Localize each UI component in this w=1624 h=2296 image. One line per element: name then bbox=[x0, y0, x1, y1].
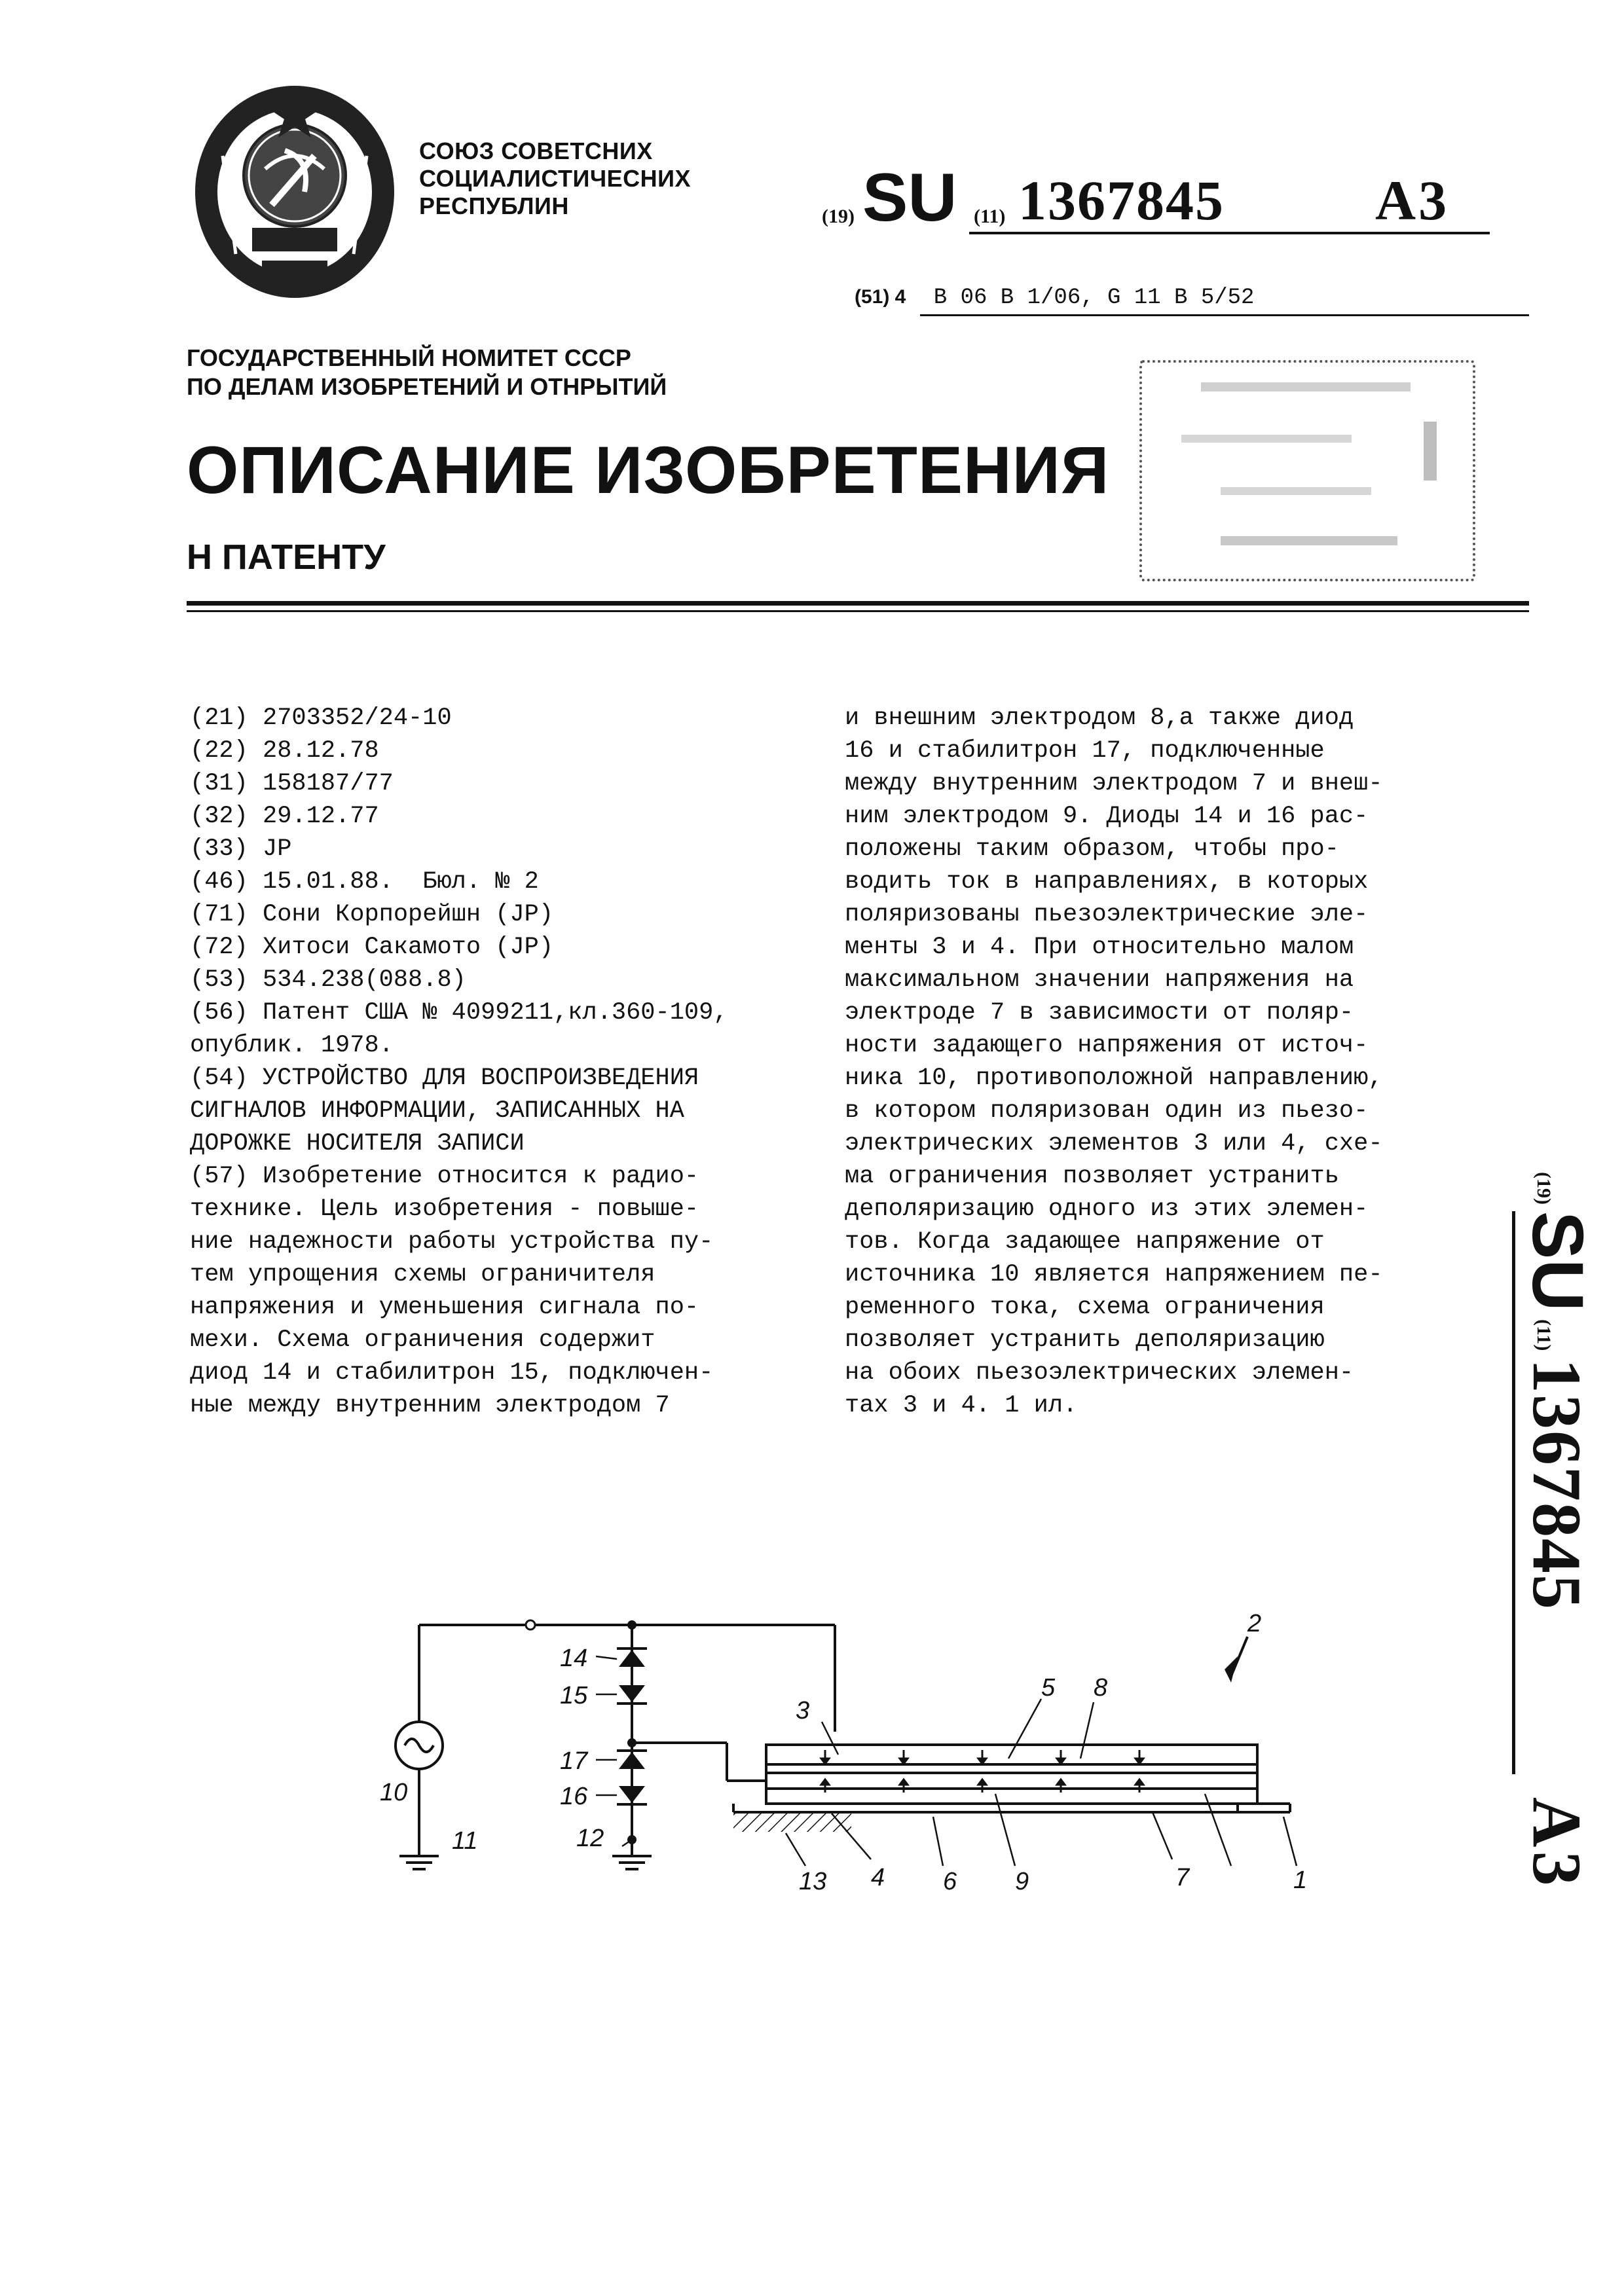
union-name bbox=[419, 137, 691, 220]
circuit-figure bbox=[380, 1597, 1336, 1905]
abstract-line: ника 10, противоположной направлению, bbox=[845, 1065, 1383, 1092]
label-5: 5 bbox=[1041, 1674, 1056, 1702]
abstract-line: ременного тока, схема ограничения bbox=[845, 1294, 1325, 1321]
abstract-continuation bbox=[845, 702, 1454, 1422]
document-title: ОПИСАНИЕ ИЗОБРЕТЕНИЯ bbox=[187, 433, 1110, 507]
number-underline bbox=[969, 232, 1490, 234]
abstract-line: источника 10 является напряжением пе- bbox=[845, 1261, 1383, 1288]
ipc-classification bbox=[855, 285, 1529, 310]
biblio-line: (31) 158187/77 bbox=[190, 770, 394, 797]
label-9: 9 bbox=[1015, 1868, 1029, 1895]
biblio-line: (32) 29.12.77 bbox=[190, 803, 379, 830]
side-kind-code: A3 bbox=[1519, 1797, 1595, 1890]
country-code: SU bbox=[862, 160, 957, 236]
document-subtitle: Н ПАТЕНТУ bbox=[187, 538, 386, 577]
biblio-line: ДОРОЖКЕ НОСИТЕЛЯ ЗАПИСИ bbox=[190, 1130, 525, 1157]
label-10: 10 bbox=[380, 1779, 408, 1806]
side-country-code: SU bbox=[1517, 1211, 1598, 1311]
side-patent-number: 1367845 bbox=[1519, 1358, 1595, 1611]
label-6: 6 bbox=[943, 1868, 957, 1895]
label-15: 15 bbox=[560, 1682, 588, 1709]
union-line-1: СОЮЗ СОВЕТСНИХ bbox=[419, 137, 653, 164]
biblio-line: опублик. 1978. bbox=[190, 1032, 394, 1059]
union-line-2: СОЦИАЛИСТИЧЕСНИХ bbox=[419, 165, 692, 192]
abstract-line: позволяет устранить деполяризацию bbox=[845, 1326, 1325, 1354]
biblio-line: ние надежности работы устройства пу- bbox=[190, 1228, 714, 1256]
label-16: 16 bbox=[560, 1783, 588, 1810]
committee-name bbox=[187, 344, 667, 401]
biblio-line: (33) JP bbox=[190, 835, 292, 863]
patent-number: 1367845 bbox=[1018, 169, 1225, 232]
side-number-underline bbox=[1512, 1211, 1515, 1774]
state-emblem bbox=[190, 77, 399, 300]
header-rule-thin bbox=[187, 610, 1529, 612]
abstract-line: положены таким образом, чтобы про- bbox=[845, 835, 1339, 863]
publication-number bbox=[822, 156, 1490, 234]
label-3: 3 bbox=[796, 1697, 810, 1724]
ipc-value: B 06 B 1/06, G 11 B 5/52 bbox=[933, 285, 1255, 310]
label-11: 11 bbox=[452, 1827, 478, 1855]
side-code-11: (11) bbox=[1533, 1319, 1555, 1351]
committee-line-2: ПО ДЕЛАМ ИЗОБРЕТЕНИЙ И ОТНРЫТИЙ bbox=[187, 373, 667, 400]
label-4: 4 bbox=[871, 1864, 885, 1891]
abstract-line: 16 и стабилитрон 17, подключенные bbox=[845, 737, 1325, 765]
biblio-line: (72) Хитоси Сакамото (JP) bbox=[190, 934, 554, 961]
biblio-line: (53) 534.238(088.8) bbox=[190, 966, 466, 994]
abstract-line: ма ограничения позволяет устранить bbox=[845, 1163, 1339, 1190]
code-11: (11) bbox=[974, 206, 1006, 227]
biblio-line: (22) 28.12.78 bbox=[190, 737, 379, 765]
biblio-line: тем упрощения схемы ограничителя bbox=[190, 1261, 655, 1288]
ipc-label: (51) 4 bbox=[855, 286, 906, 308]
biblio-line: (54) УСТРОЙСТВО ДЛЯ ВОСПРОИЗВЕДЕНИЯ bbox=[190, 1065, 699, 1092]
biblio-line: СИГНАЛОВ ИНФОРМАЦИИ, ЗАПИСАННЫХ НА bbox=[190, 1097, 684, 1125]
biblio-line: (57) Изобретение относится к радио- bbox=[190, 1163, 699, 1190]
abstract-line: ности задающего напряжения от источ- bbox=[845, 1032, 1369, 1059]
biblio-line: технике. Цель изобретения - повыше- bbox=[190, 1195, 699, 1223]
label-17: 17 bbox=[560, 1747, 588, 1775]
biblio-line: ные между внутренним электродом 7 bbox=[190, 1392, 670, 1419]
abstract-line: на обоих пьезоэлектрических элемен- bbox=[845, 1359, 1354, 1387]
abstract-line: электрических элементов 3 или 4, схе- bbox=[845, 1130, 1383, 1157]
abstract-line: менты 3 и 4. При относительно малом bbox=[845, 934, 1354, 961]
abstract-line: максимальном значении напряжения на bbox=[845, 966, 1354, 994]
abstract-line: и внешним электродом 8,а также диод bbox=[845, 704, 1354, 732]
abstract-line: электроде 7 в зависимости от поляр- bbox=[845, 999, 1354, 1027]
label-2: 2 bbox=[1247, 1610, 1262, 1637]
label-13: 13 bbox=[799, 1868, 827, 1895]
abstract-line: водить ток в направлениях, в которых bbox=[845, 868, 1369, 896]
biblio-line: напряжения и уменьшения сигнала по- bbox=[190, 1294, 699, 1321]
biblio-line: мехи. Схема ограничения содержит bbox=[190, 1326, 655, 1354]
abstract-line: между внутренним электродом 7 и внеш- bbox=[845, 770, 1383, 797]
library-stamp bbox=[1139, 360, 1475, 581]
side-publication-number bbox=[1501, 1172, 1606, 1944]
label-1: 1 bbox=[1293, 1867, 1308, 1894]
label-7: 7 bbox=[1175, 1864, 1190, 1891]
code-19: (19) bbox=[822, 206, 855, 227]
label-12: 12 bbox=[576, 1825, 604, 1852]
abstract-line: тов. Когда задающее напряжение от bbox=[845, 1228, 1325, 1256]
abstract-line: в котором поляризован один из пьезо- bbox=[845, 1097, 1369, 1125]
side-code-19: (19) bbox=[1533, 1172, 1555, 1205]
bibliographic-data bbox=[190, 702, 799, 1422]
committee-line-1: ГОСУДАРСТВЕННЫЙ НОМИТЕТ СССР bbox=[187, 344, 631, 371]
biblio-line: диод 14 и стабилитрон 15, подключен- bbox=[190, 1359, 714, 1387]
label-14: 14 bbox=[560, 1645, 588, 1672]
ipc-underline bbox=[920, 314, 1529, 316]
abstract-line: поляризованы пьезоэлектрические эле- bbox=[845, 901, 1369, 928]
abstract-line: тах 3 и 4. 1 ил. bbox=[845, 1392, 1078, 1419]
abstract-line: ним электродом 9. Диоды 14 и 16 рас- bbox=[845, 803, 1369, 830]
label-8: 8 bbox=[1094, 1674, 1108, 1702]
biblio-line: (71) Сони Корпорейшн (JP) bbox=[190, 901, 554, 928]
header-rule-thick bbox=[187, 601, 1529, 606]
union-line-3: РЕСПУБЛИН bbox=[419, 192, 569, 219]
biblio-line: (46) 15.01.88. Бюл. № 2 bbox=[190, 868, 539, 896]
abstract-line: деполяризацию одного из этих элемен- bbox=[845, 1195, 1369, 1223]
kind-code: A3 bbox=[1375, 169, 1450, 232]
biblio-line: (21) 2703352/24-10 bbox=[190, 704, 452, 732]
biblio-line: (56) Патент США № 4099211,кл.360-109, bbox=[190, 999, 728, 1027]
